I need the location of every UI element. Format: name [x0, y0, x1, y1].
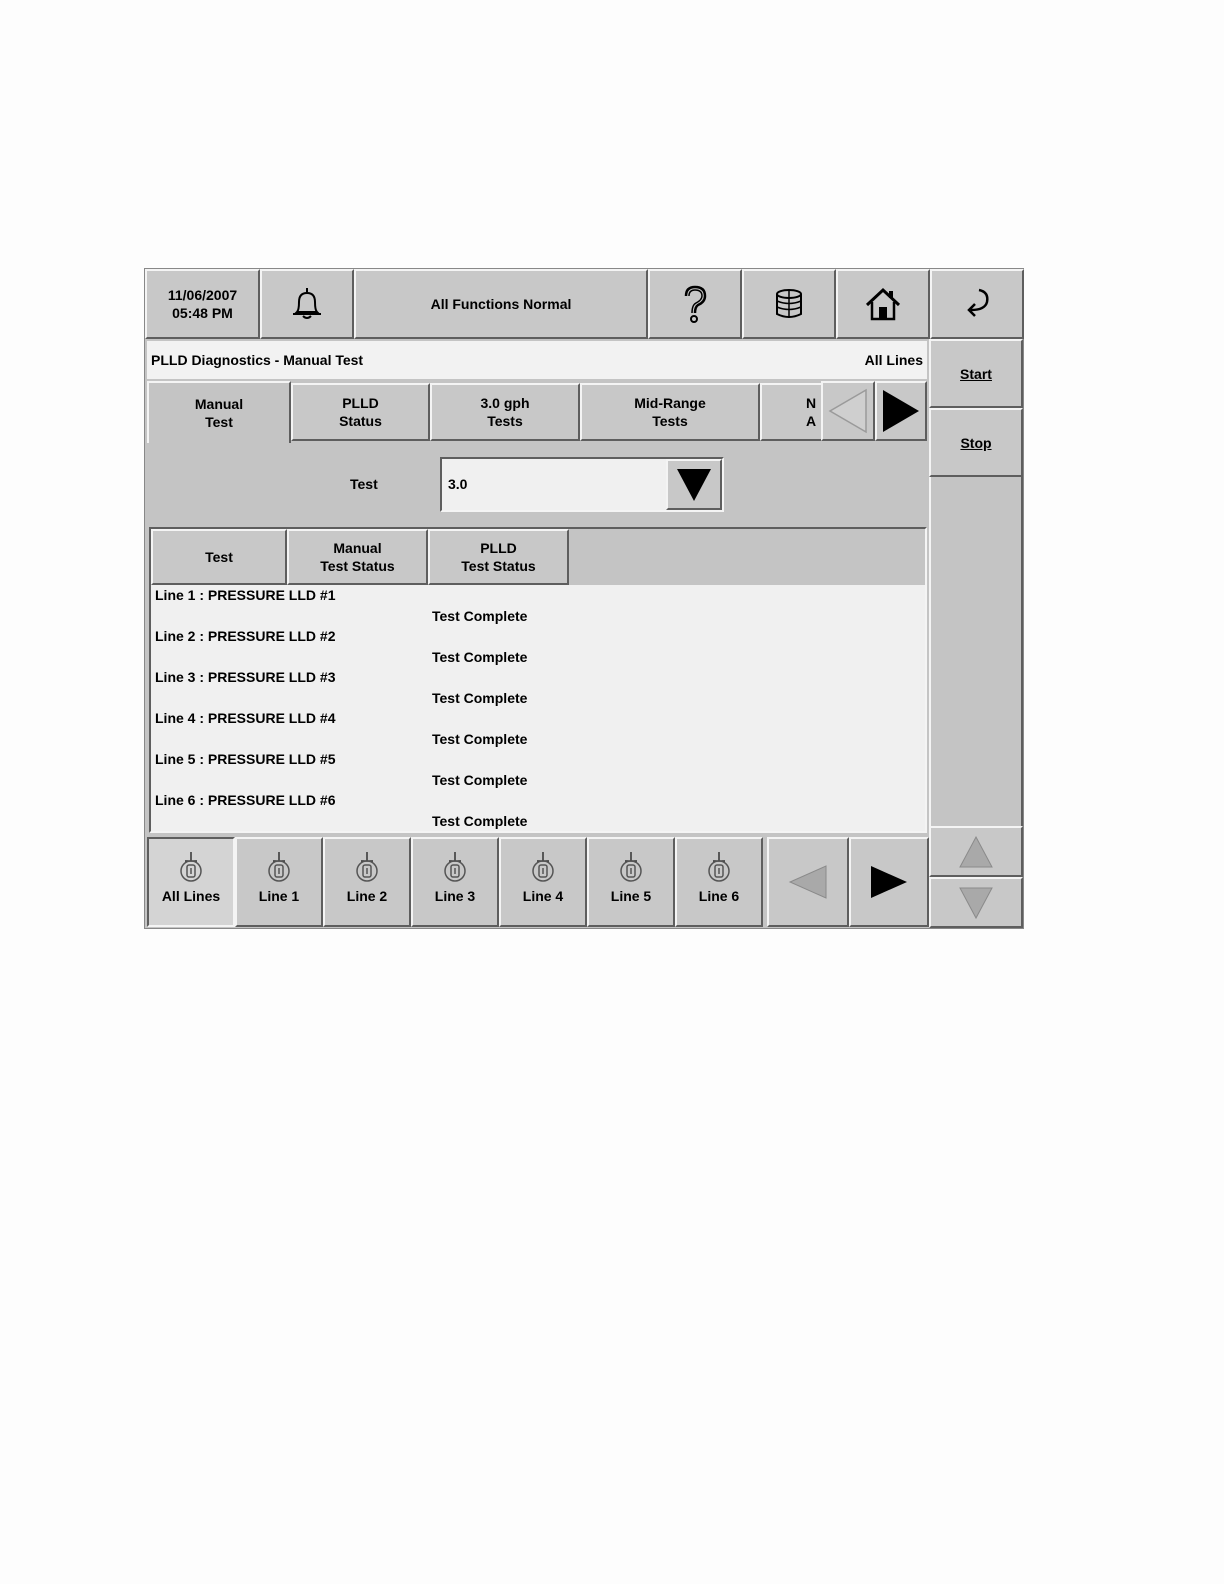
tab-scroll-right-button[interactable] [875, 381, 927, 441]
dropdown-button[interactable] [666, 459, 722, 510]
table-header-row [151, 529, 925, 585]
start-button-label: Start [960, 365, 992, 382]
line-button-label: Line 4 [522, 888, 564, 904]
column-header-manual-status[interactable] [287, 529, 428, 585]
column-header-label: Test Status [461, 558, 536, 574]
table-body[interactable] [151, 587, 925, 831]
line-button-line-3[interactable] [411, 837, 499, 927]
line-button-line-1[interactable] [235, 837, 323, 927]
home-button[interactable] [836, 269, 930, 339]
down-arrow-icon [958, 886, 994, 920]
table-row-line-name: Line 1 : PRESSURE LLD #1 [155, 587, 336, 603]
table-row-status: Test Complete [432, 731, 528, 747]
tab-label-line1: Manual [194, 396, 244, 412]
tank-icon [771, 286, 807, 322]
start-button[interactable] [929, 339, 1023, 408]
column-header-plld-status[interactable] [428, 529, 569, 585]
line-button-label: Line 5 [610, 888, 652, 904]
tab-label-line2: Tests [487, 413, 523, 429]
line-sensor-icon [442, 851, 468, 883]
table-row-status: Test Complete [432, 649, 528, 665]
scroll-up-button[interactable] [929, 826, 1023, 877]
column-header-label: Test [205, 549, 233, 565]
alarm-button[interactable] [260, 269, 354, 339]
help-button[interactable] [648, 269, 742, 339]
back-arrow-icon [959, 286, 995, 322]
bell-icon [289, 286, 325, 322]
side-panel-empty [929, 477, 1023, 826]
table-row-status: Test Complete [432, 690, 528, 706]
tank-button[interactable] [742, 269, 836, 339]
line-button-label: Line 2 [346, 888, 388, 904]
line-sensor-icon [530, 851, 556, 883]
tab-label-line2: Status [339, 413, 382, 429]
tab-3gph-tests[interactable] [430, 383, 580, 441]
line-button-line-5[interactable] [587, 837, 675, 927]
title-bar [147, 341, 927, 379]
tab-label-line2: Tests [652, 413, 688, 429]
tab-label-line1: Mid-Range [634, 395, 706, 411]
tab-label-line2: A [806, 413, 817, 429]
chevron-down-icon [675, 467, 713, 503]
tab-mid-range-tests[interactable] [580, 383, 760, 441]
line-button-label: All Lines [161, 888, 221, 904]
help-icon [677, 284, 713, 324]
line-page-right-button[interactable] [849, 837, 929, 927]
table-row-line-name: Line 6 : PRESSURE LLD #6 [155, 792, 336, 808]
column-header-test[interactable] [151, 529, 287, 585]
date-text: 11/06/2007 [167, 287, 238, 303]
tab-label-line1: N [806, 395, 817, 411]
scroll-down-button[interactable] [929, 877, 1023, 928]
back-button[interactable] [930, 269, 1024, 339]
line-button-line-2[interactable] [323, 837, 411, 927]
table-row-status: Test Complete [432, 813, 528, 829]
column-header-label: Manual [333, 540, 382, 556]
datetime-display [145, 269, 260, 339]
tab-scroll-left-button[interactable] [821, 381, 875, 441]
system-status-text: All Functions Normal [430, 296, 572, 312]
left-arrow-icon [788, 864, 828, 900]
line-button-all-lines[interactable] [147, 837, 235, 927]
table-row-line-name: Line 3 : PRESSURE LLD #3 [155, 669, 336, 685]
line-sensor-icon [354, 851, 380, 883]
tab-label-line2: Test [205, 414, 233, 430]
home-icon [864, 286, 902, 322]
line-button-label: Line 3 [434, 888, 476, 904]
line-sensor-icon [706, 851, 732, 883]
line-sensor-icon [618, 851, 644, 883]
table-row-status: Test Complete [432, 608, 528, 624]
up-arrow-icon [958, 835, 994, 869]
system-status-display[interactable] [354, 269, 648, 339]
scope-label: All Lines [864, 352, 923, 368]
tab-label-line1: 3.0 gph [480, 395, 530, 411]
status-table [149, 527, 927, 833]
line-sensor-icon [178, 851, 204, 883]
table-row-line-name: Line 5 : PRESSURE LLD #5 [155, 751, 336, 767]
table-row-status: Test Complete [432, 772, 528, 788]
right-arrow-icon [881, 388, 921, 434]
tab-plld-status[interactable] [291, 383, 430, 441]
left-arrow-icon [828, 388, 868, 434]
line-button-line-4[interactable] [499, 837, 587, 927]
line-button-label: Line 1 [258, 888, 300, 904]
column-header-label: Test Status [320, 558, 395, 574]
console-screen [144, 268, 1024, 929]
time-text: 05:48 PM [172, 305, 233, 321]
column-header-label: PLLD [480, 540, 517, 556]
stop-button[interactable] [929, 408, 1023, 477]
right-arrow-icon [869, 864, 909, 900]
tab-label-line1: PLLD [342, 395, 379, 411]
tab-manual-test[interactable] [147, 381, 291, 443]
test-select-value: 3.0 [448, 476, 468, 492]
test-select-label: Test [350, 476, 378, 492]
stop-button-label: Stop [960, 434, 992, 451]
tab-strip [147, 381, 927, 443]
table-row-line-name: Line 4 : PRESSURE LLD #4 [155, 710, 336, 726]
line-button-line-6[interactable] [675, 837, 763, 927]
line-button-label: Line 6 [698, 888, 740, 904]
page-title: PLLD Diagnostics - Manual Test [151, 352, 364, 368]
line-sensor-icon [266, 851, 292, 883]
test-select-dropdown[interactable] [440, 457, 724, 512]
table-row-line-name: Line 2 : PRESSURE LLD #2 [155, 628, 336, 644]
line-page-left-button[interactable] [767, 837, 849, 927]
